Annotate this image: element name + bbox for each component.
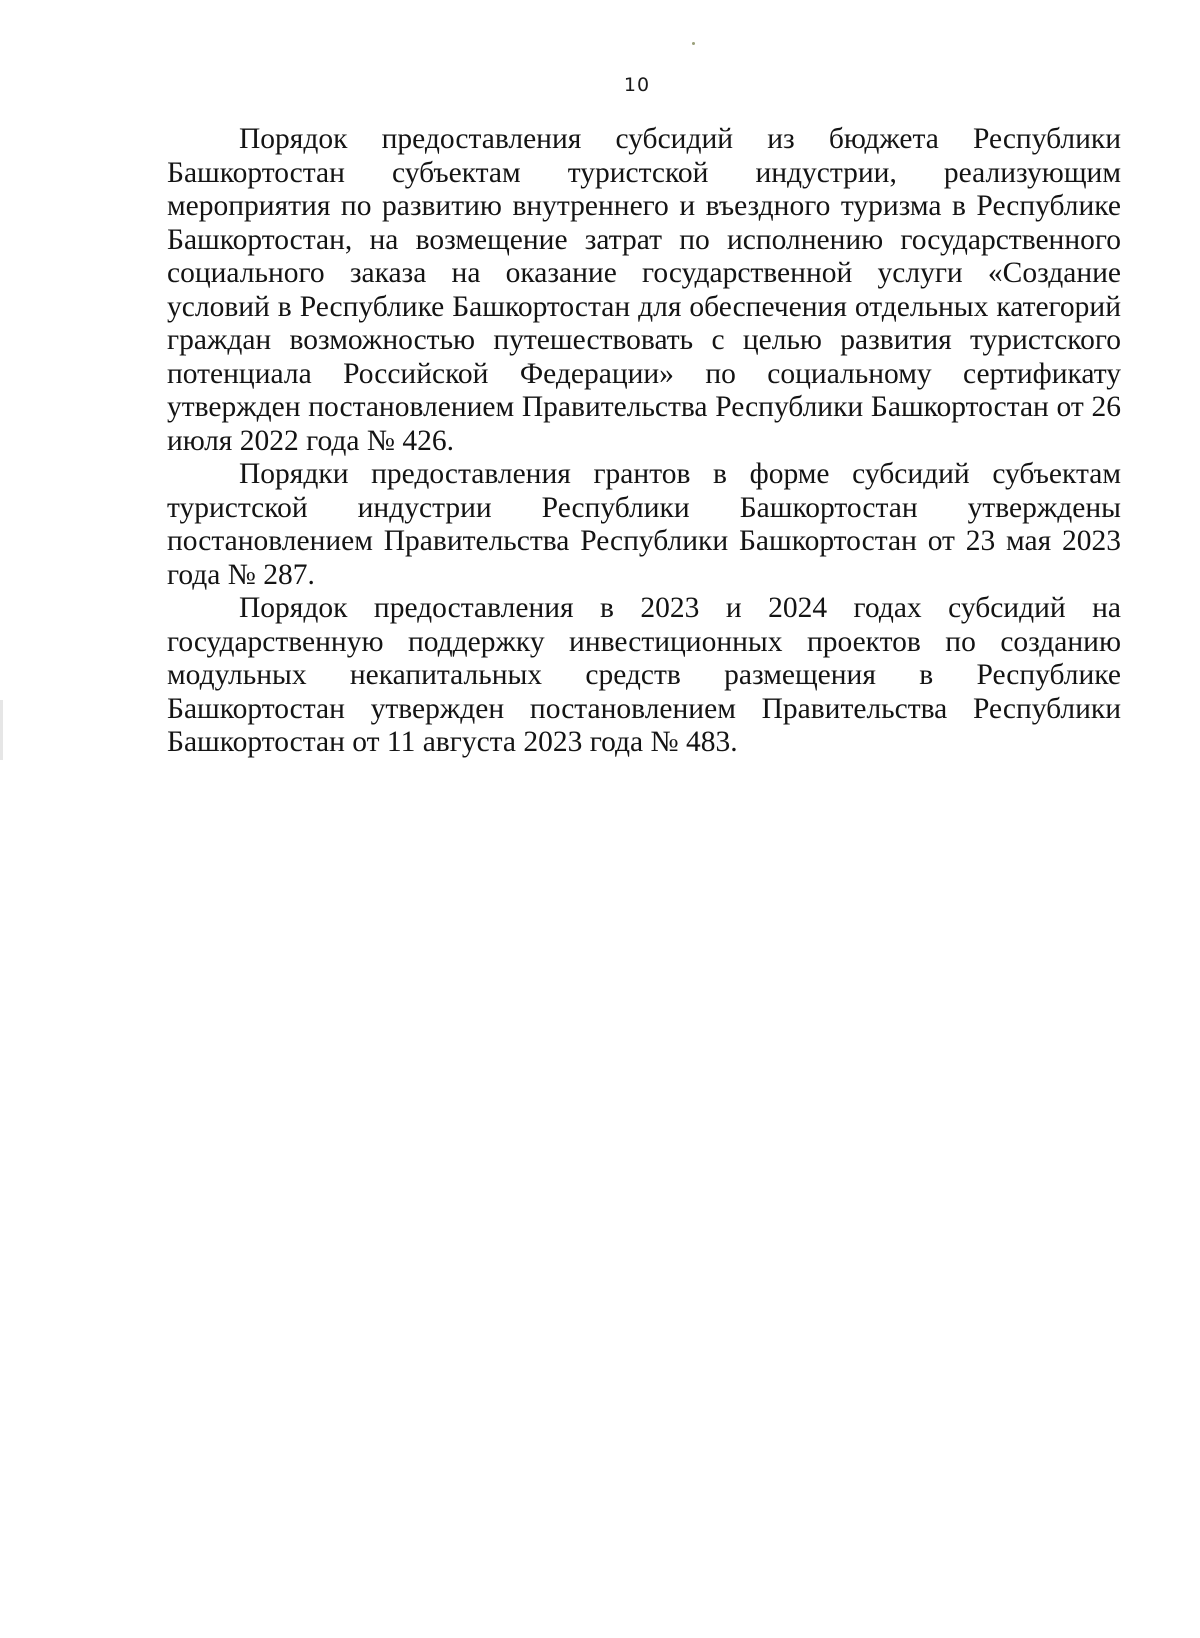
scan-speck bbox=[692, 42, 695, 45]
scan-edge-mark bbox=[0, 700, 3, 760]
paragraph-modular-accommodation-procedure: Порядок предоставления в 2023 и 2024 годах субсидий на государственную поддержку инвестиционных проектов по созданию модульных некапитальных средств размещения в Республике Башкортостан утвержден постановлением Правительства Республики Башкортостан от 11 августа 2023 года № 483. bbox=[167, 592, 1121, 758]
paragraph-grants-procedure: Порядки предоставления грантов в форме субсидий субъектам туристской индустрии Республики Башкортостан утверждены постановлением Правительства Республики Башкортостан от 23 мая 2023 года № 287. bbox=[167, 458, 1121, 591]
paragraph-tourism-subsidy-procedure: Порядок предоставления субсидий из бюджета Республики Башкортостан субъектам туристской индустрии, реализующим мероприятия по развитию внутреннего и въездного туризма в Республике Башкортостан, на возмещение затрат по исполнению государственного социального заказа на оказание государственной услуги «Создание условий в Республике Башкортостан для обеспечения отдельных категорий граждан возможностью путешествовать с целью развития туристского потенциала Российской Федерации» по социальному сертификату утвержден постановлением Правительства Республики Башкортостан от 26 июля 2022 года № 426. bbox=[167, 123, 1121, 457]
document-body bbox=[167, 123, 1121, 760]
page-number: 10 bbox=[623, 74, 651, 96]
